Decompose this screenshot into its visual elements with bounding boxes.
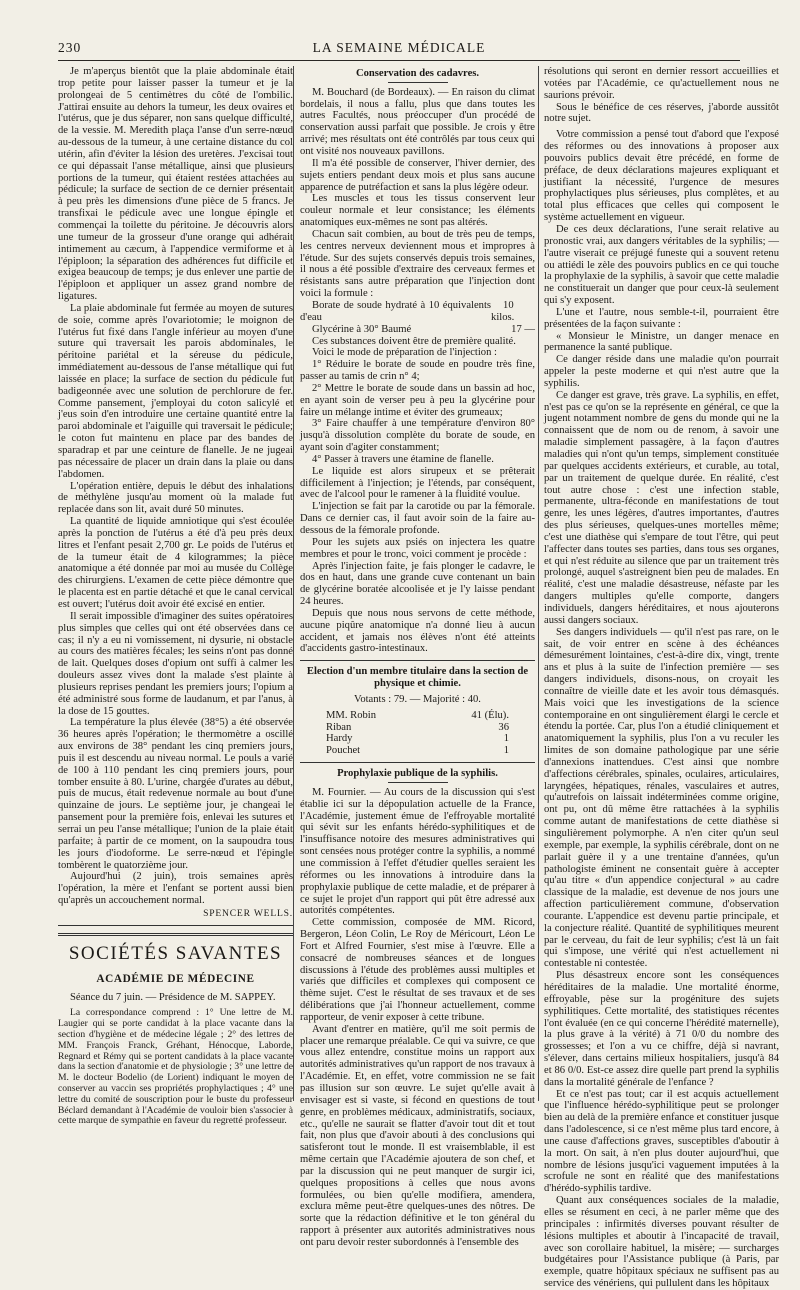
candidate-name: MM. Robin	[326, 709, 377, 721]
paragraph: Ses dangers individuels — qu'il n'est pas rare, on le sait, de voir entrer en scène à des échéances démesurément lointaines, c'est-à-dire dix, vingt, trente ans et plus à la suite de l'infection première — ses dangers individuels, disons-nous, on croyait les connaître de vieille date et les avoir tous démasqués. Mais voici que les investigations de la science contemporaine en ont singulièrement élargi le cercle et étendu la portée. Car, plus l'on a étudié cliniquement et anatomiquement la syphilis, plus l'on a vu reculer les limites de son domaine pathologique par une série d'annexions inattendues. C'est ainsi que nombre d'affections cérébrales, spinales, oculaires, articulaires, laryngées, hépatiques, rénales, vasculaires et autres, qu'autrefois on laissait indéterminées comme origine, ont pu, ont dû même être rattachées à la syphilis comme autant de manifestations de cette diathèse si singulièrement polymorphe. A n'en citer qu'un seul exemple, par exemple, la syphilis cérébrale, dont on ne parlait guère il y a une trentaine d'années, qu'un pathologiste éminent ne consentait guère à accepter qu'au titre « d'un appendice conjectural » au cadre classique de la maladie, est devenue de nos jours une affection particulièrement commune, d'observation courante. L'appendice est devenu partie principale, et la conjecture réalité. Quantité de syphilitiques meurent par le cerveau, du fait de leur syphilis; c'est là un fait qui s'impose, une vérité qui n'est actuellement ni contestable ni contestée.	[544, 626, 779, 970]
vote-row	[300, 745, 535, 757]
section-double-rule	[58, 933, 293, 936]
vote-row	[300, 722, 535, 734]
paragraph: Il m'a été possible de conserver, l'hiver dernier, des sujets entiers pendant deux mois et plus sans aucune apparence de putréfaction et sans la plus légère odeur.	[300, 157, 535, 193]
paragraph: Depuis que nous nous servons de cette méthode, aucune piqûre anatomique n'a donné lieu à aucun accident, et jamais nos élèves n'ont été atteints d'accidents gastro-intestinaux.	[300, 607, 535, 655]
vote-count: 41 (Élu).	[471, 709, 509, 721]
paragraph: M. Fournier. — Au cours de la discussion qui s'est établie ici sur la dépopulation actuelle de la France, l'Académie, justement émue de l'effroyable mortalité qui sévit sur les enfants hérédo-syphilitiques et de l'insuffisance notoire des mesures administratives qui sont censées nous protéger contre la syphilis, a nommé une commission à l'effet d'étudier quelles seraient les réformes ou les innovations à introduire dans la prophylaxie publique de cette maladie, et de préparer à ce sujet le projet d'un rapport qui pût être adressé aux autorités compétentes.	[300, 786, 535, 917]
paragraph: Je m'aperçus bientôt que la plaie abdominale était trop petite pour laisser passer la tumeur et je la prolongeai de 5 centimètres du côté de l'ombilic. J'attirai ensuite au dehors la tumeur, les deux ovaires et l'utérus, que je dus séparer, non sans quelque difficulté, de la vessie. M. Meredith plaça l'anse d'un serre-nœud au-dessous de la tumeur, à une certaine distance du col utérin, afin d'éviter la lésion des uretères. J'excisai tout ce qui dépassait l'anse métallique, ainsi que plusieurs portions de la tumeur, qui étaient restées attachées au pédicule; la surface de section de ce dernier présentait à peu près les dimensions d'une pièce de 5 francs. Je transfixai le pédicule avec une longue épingle et commençai la toilette du péritoine. Je découvris alors une tumeur de la grosseur d'une orange qui adhérait intimement au cæcum, à l'appendice vermiforme et à l'épiploon; la séparation des adhérences fut difficile et exigea beaucoup de temps; je dus enlever une partie de l'épiploon et appliquer un assez grand nombre de ligatures.	[58, 66, 293, 303]
paragraph: Aujourd'hui (2 juin), trois semaines après l'opération, la mère et l'enfant se portent aussi bien qu'après un accouchement normal.	[58, 871, 293, 907]
session-line: Séance du 7 juin. — Présidence de M. SAPPEY.	[70, 991, 276, 1003]
paragraph: Voici le mode de préparation de l'injection :	[312, 347, 497, 359]
vote-count: 36	[498, 721, 509, 733]
vote-row	[300, 733, 535, 745]
recipe-quantity: 10 kilos.	[491, 299, 515, 323]
paragraph: « Monsieur le Ministre, un danger menace en permanence la santé publique.	[544, 330, 779, 354]
paragraph: résolutions qui seront en dernier ressort accueillies et votées par l'Académie, ce qu'actuellement nous ne saurions prévoir.	[544, 66, 779, 101]
paragraph: Après l'injection faite, je fais plonger le cadavre, le dos en haut, dans une grande cuve contenant un bain de glycérine boratée alcoolisée et je l'y laisse pendant 24 heures.	[300, 560, 535, 608]
paragraph: Il serait impossible d'imaginer des suites opératoires plus simples que celles qui ont été observées dans ce cas; il n'y a eu ni vomissement, ni dysurie, ni obstacle au cours des matières fécales; les seins n'ont pas donné de lait. Quelques doses d'opium ont suffi à calmer les douleurs assez vives dont la malade s'est plainte à plusieurs reprises pendant les premiers jours; l'opium a été administré sous forme de laudanum, et par l'anus, à la dose de 15 gouttes.	[58, 610, 293, 717]
paragraph: Chacun sait combien, au bout de très peu de temps, les centres nerveux deviennent mous et impropres à l'étude. Sur des sujets conservés depuis trois semaines, il nous a été possible d'extraire des cerveaux fermes et résistants sans autre préparation que l'injection dont voici la formule :	[300, 228, 535, 300]
paragraph: 1° Réduire le borate de soude en poudre très fine, passer au tamis de crin n° 4;	[300, 359, 535, 383]
votes-summary: Votants : 79. — Majorité : 40.	[354, 693, 481, 705]
page-number: 230	[58, 40, 82, 55]
section-rule	[300, 660, 535, 661]
column-rule-1	[293, 66, 294, 1101]
paragraph: Votre commission a pensé tout d'abord que l'exposé des réformes ou des innovations à proposer aux pouvoirs publics devait être précédé, en forme de préface, de deux déclarations majeures expliquant et justifiant la nécessité, l'urgence de mesures prophylactiques plus sérieuses, plus complètes, et au total plus efficaces que celles qui composent le système actuellement en vigueur.	[544, 129, 779, 224]
column-3	[544, 66, 780, 1290]
paragraph: Sous le bénéfice de ces réserves, j'aborde aussitôt notre sujet.	[544, 101, 779, 125]
paragraph: Le liquide est alors sirupeux et se prêterait difficilement à l'injection; je l'étends, par conséquent, avec de l'alcool pour le ramener à la fluidité voulue.	[300, 465, 535, 501]
paragraph: L'opération entière, depuis le début des inhalations de méthylène jusqu'au moment où la malade fut replacée dans son lit, avait duré 50 minutes.	[58, 480, 293, 516]
paragraph: Les muscles et tous les tissus conservent leur couleur normale et leur consistance; les éléments anatomiques eux-mêmes ne sont pas altérés.	[300, 193, 535, 229]
column-2	[300, 66, 536, 1248]
column-1	[58, 66, 293, 1127]
paragraph: Ce danger réside dans une maladie qu'on pourrait appeler la peste moderne et qui n'est autre que la syphilis.	[544, 354, 779, 389]
paragraph: Ces substances doivent être de première qualité.	[312, 335, 516, 347]
paragraph: Quant aux conséquences sociales de la maladie, elles se résument en ceci, à ne parler même que des principales : infirmités diverses pouvant résulter de lésions multiples et aboutir à l'incapacité de travail, avec son corollaire habituel, la misère; — surcharges budgétaires pour l'Assistance publique (à Paris, par exemple, quatre hôpitaux spéciaux ne suffisent pas au service des vénériens, qui pullulent dans les hôpitaux	[544, 1195, 779, 1290]
paragraph: L'injection se fait par la carotide ou par la fémorale. Dans ce dernier cas, il faut avoir soin de la faire au-dessous de la fémorale profonde.	[300, 501, 535, 537]
header-rule	[58, 60, 740, 61]
recipe-item: Borate de soude hydraté à 10 équivalents d'eau	[300, 299, 492, 323]
journal-title: LA SEMAINE MÉDICALE	[312, 40, 486, 55]
section-title-election: Election d'un membre titulaire dans la section de physique et chimie.	[306, 666, 529, 690]
paragraph: L'une et l'autre, nous semble-t-il, pourraient être présentées de la façon suivante :	[544, 306, 779, 330]
section-rule	[300, 762, 535, 763]
candidate-name: Hardy	[326, 733, 353, 745]
section-title-syphilis: Prophylaxie publique de la syphilis.	[300, 768, 535, 783]
vote-count: 1	[503, 745, 509, 757]
running-head	[58, 40, 740, 58]
paragraph: Cette commission, composée de MM. Ricord, Bergeron, Léon Colin, Le Roy de Méricourt, Léon Le Fort et Alfred Fournier, s'est mise à l'œuvre. Elle a consacré de nombreuses séances et de longues discussions à l'étude des problèmes aussi multiples et variés que difficiles et complexes qui composent ce thème sujet. C'est le résultat de ses travaux et de ses délibérations que j'ai l'honneur actuellement, comme rapporteur, de venir exposer à cette tribune.	[300, 917, 535, 1023]
recipe-item: Glycérine à 30° Baumé	[312, 323, 412, 335]
paragraph: 4° Passer à travers une étamine de flanelle.	[312, 453, 494, 465]
paragraph: Et ce n'est pas tout; car il est acquis actuellement que l'influence hérédo-syphilitique peut se prolonger bien au delà de la première enfance et constituer jusque dans l'adolescence, si ce n'est même plus tard encore, à une cause d'affections graves, susceptibles d'aboutir à la mort. On sait, à n'en plus douter aujourd'hui, que nombre de lésions jusqu'ici vaguement imputées à la scrofule ne sont en réalité que des manifestations d'hérédo-syphilis tardive.	[544, 1088, 780, 1195]
candidate-name: Riban	[326, 721, 352, 733]
societies-heading: SOCIÉTÉS SAVANTES	[68, 942, 283, 964]
paragraph: La température la plus élevée (38°5) a été observée 36 heures après l'opération; le thermomètre a oscillé aux environs de 38° pendant les cinq premiers jours, puis il est descendu au niveau normal. Le pouls a varié de 100 à 110 pendant les cinq premiers jours, pour tomber ensuite à 80. L'urine, chargée d'urates au début, puis de mucus, était redevenue normale au bout d'une quinzaine de jours. Le septième jour, je changeai le pansement pour la première fois, enlevai les sutures et serrai un peu l'anse métallique; l'union de la plaie était parfaite; à partir de ce moment, on la saupoudra tous les jours d'iodoforme. Le serre-nœud et l'épingle tombèrent le quatorzième jour.	[58, 717, 293, 871]
paragraph: M. Bouchard (de Bordeaux). — En raison du climat bordelais, il nous a fallu, plus que dans toutes les autres Facultés, nous préoccuper d'un procédé de conservation aussi parfait que possible. Je crois y être arrivé; mes résultats ont été contrôlés par tous ceux qui ont visité nos nouveaux pavillons.	[300, 86, 535, 158]
academy-heading: ACADÉMIE DE MÉDECINE	[96, 972, 255, 985]
candidate-name: Pouchet	[326, 745, 361, 757]
paragraph: 2° Mettre le borate de soude dans un bassin ad hoc, en ayant soin de verser peu à peu la glycérine pour faire un mélange intime et éviter des grumeaux;	[300, 382, 535, 418]
recipe-quantity: 17 —	[511, 323, 535, 335]
section-rule	[58, 925, 293, 926]
paragraph: 3° Faire chauffer à une température d'environ 80° jusqu'à dissolution complète du borate de soude, en ayant soin d'agiter constamment;	[300, 418, 535, 454]
paragraph: Avant d'entrer en matière, qu'il me soit permis de placer une remarque préalable. Ce qui va suivre, ce que vous allez entendre, constitue moins un rapport aux autorités administratives qu'un rapport de nos travaux à l'Académie. Et, en effet, votre commission ne se fait pas illusion sur son œuvre. Le sujet qu'elle avait à envisager est si vaste, si fécond en questions de tout genre, en problèmes médicaux, administratifs, sociaux, etc., qu'elle ne saurait se flatter d'avoir tout dit et tout fait, non plus que d'avoir abouti à des conclusions qui satisferont tout le monde. Il est vraisemblable, il est même certain que l'Académie ajoutera de son chef, et par la discussion qui ne peut manquer de surgir ici, quelques propositions à celles que nous avons formulées, ou bien qu'elle modifiera, amendera, exclura même peut-être quelques-unes des nôtres. De sorte que la rédaction définitive et le ton général du rapport à présenter aux autorités administratives nous ont paru devoir rester subordonnés à l'ensemble des	[300, 1023, 536, 1248]
vote-row	[300, 710, 535, 722]
paragraph: La plaie abdominale fut fermée au moyen de sutures de soie, comme après l'ovariotomie; le moignon de l'utérus fut fixé dans l'angle inférieur au moyen d'une suture qui traversait les parois abdominales, le péritoine pariétal et la séreuse du pédicule, immédiatement au-dessous de l'anse métallique qui fut laissée en place; la surface de section du pédicule fut badigeonnée avec une solution de perchlorure de fer. Comme pansement, j'employai du coton salicylé et j'eus soin d'en introduire une certaine quantité entre la paroi abdominale et l'aiguille qui traversait le pédicule; le coton fut maintenu en place par des bandes de sparadrap et par une ceinture de flanelle. Je ne jugeai pas nécessaire de placer un drain dans la plaie ou dans l'abdomen.	[58, 302, 293, 480]
paragraph: Ce danger est grave, très grave. La syphilis, en effet, n'est pas ce qu'on se la représente en général, ce que la jugent notamment nombre de gens du monde qui ne la connaissent que de nom ou de renom, à savoir une maladie simplement passagère, à la façon d'autres maladies qui n'ont qu'un temps, simplement constituée par quelques accidents extérieurs, et curable, au total, par un traitement de quelque durée. En réalité, c'est tout autre chose : c'est une infection stable, permanente, ultra-féconde en manifestations de tout genre, les unes légères, d'autres importantes, d'autres des plus sérieuses, quelques-unes mortelles même; c'est une diathèse qui s'empare de tout l'être, qui peut l'affecter dans toutes ses parties, dans tous ses organes, et qui n'est réduite au silence que par un traitement très prolongé, auquel s'astreignent bien peu de malades. En réalité, c'est une maladie désastreuse, néfaste par les dangers multiples qu'elle comporte, dangers individuels, dangers héréditaires, et nous ajouterons aussi dangers sociaux.	[544, 389, 779, 626]
correspondence-paragraph: La correspondance comprend : 1° Une lettre de M. Laugier qui se porte candidat à la place vacante dans la section d'hygiène et de médecine légale ; 2° des lettres de MM. François Franck, Gréhant, Hénocque, Laborde, Regnard et Rémy qui se portent candidats à la place vacante dans la section d'anatomie et de physiologie ; 3° une lettre de M. le docteur Bodelio (de Lorient) indiquant le moyen de conserver au vaccin ses propriétés prophylactiques ; 4° une lettre du comité de souscription pour le buste du professeur Béclard demandant à l'Académie de vouloir bien s'associer à cette marque de sympathie en faveur du regretté professeur.	[58, 1007, 293, 1127]
paragraph: Plus désastreux encore sont les conséquences héréditaires de la maladie. Une mortalité énorme, effroyable, pèse sur la progéniture des sujets syphilitiques. Cette mortalité, des statistiques récentes l'ont évaluée (en ce qui concerne l'hérédité maternelle), la plus grave à la vérité) à 71 0/0 du nombre des grossesses; et l'on a vu ce chiffre, déjà si navrant, s'élever, dans certains milieux hospitaliers, jusqu'à 84 et 86 0/0. Est-ce assez dire quelle part prend la syphilis dans la mortalité générale de l'enfance ?	[544, 970, 779, 1088]
column-rule-2	[538, 66, 539, 1101]
paragraph: La quantité de liquide amniotique qui s'est écoulée après la ponction de l'utérus a été d'à peu près deux litres et l'enfant pesait 2,700 gr. Le poids de l'utérus et de la tumeur était de 4 kilogrammes; la pièce anatomique a été donnée par moi au musée du Collège des chirurgiens. L'examen de cette pièce démontre que le placenta est en partie détaché et que le canal cervical est ouvert; l'utérus doit avoir été excisé en entier.	[58, 516, 293, 610]
author-signature: SPENCER WELLS.	[203, 907, 293, 919]
recipe-line	[300, 324, 535, 336]
paragraph: Pour les sujets aux psiés on injectera les quatre membres et pour le tronc, voici comment je procède :	[300, 536, 535, 560]
recipe-line	[300, 300, 535, 324]
vote-count: 1	[503, 733, 509, 745]
paragraph: De ces deux déclarations, l'une serait relative au pronostic vrai, aux dangers véritables de la syphilis; — l'autre viserait ce préjugé funeste qui a souvent retenu ou attiédi le zèle des pouvoirs publics en ce qui touche la prophylaxie de la syphilis, à savoir que cette maladie ne constituerait un danger que pour ceux-là seulement qui s'y exposent.	[544, 223, 779, 307]
section-title-conservation: Conservation des cadavres.	[300, 68, 535, 83]
